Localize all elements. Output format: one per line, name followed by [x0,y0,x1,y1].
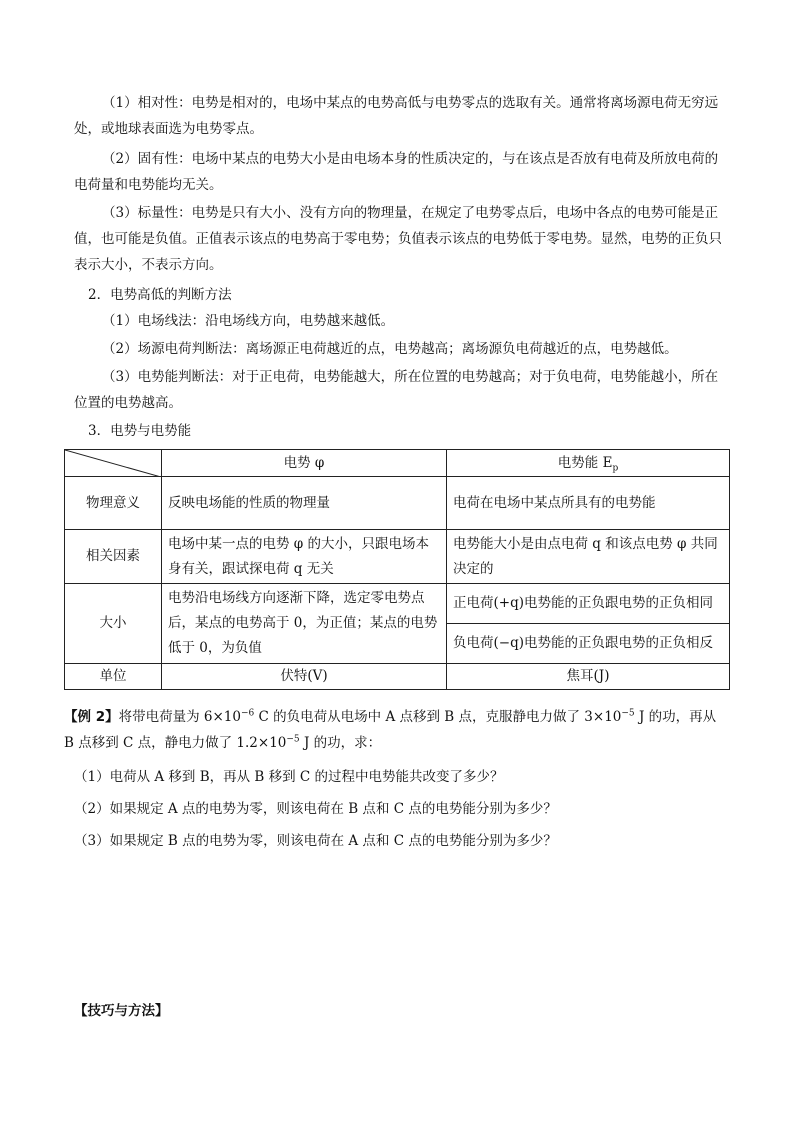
method-field-line: （1）电场线法：沿电场线方向，电势越来越低。 [102,313,395,329]
comparison-table [64,449,730,690]
row-label-magnitude: 大小 [65,584,162,664]
paragraph-relativity: （1）相对性：电势是相对的，电场中某点的电势高低与电势零点的选取有关。通常将离场源电荷无穷远处，或地球表面选为电势零点。 [74,95,719,137]
paragraph-scalar: （3）标量性：电势是只有大小、没有方向的物理量，在规定了电势零点后，电场中各点的电势可能是正值，也可能是负值。正值表示该点的电势高于零电势；负值表示该点的电势低于零电势。显然，电势的正负只表示大小，不表示方向。 [74,205,722,273]
cell-unit-potential: 伏特(V) [162,664,447,690]
heading-potential-vs-energy: 3．电势与电势能 [88,423,192,439]
heading-judgement-methods: 2．电势高低的判断方法 [88,287,232,303]
cell-unit-energy: 焦耳(J) [447,664,730,690]
example-question-2: （2）如果规定 A 点的电势为零，则该电荷在 B 点和 C 点的电势能分别为多少？ [74,801,557,817]
header-potential: 电势 φ [162,450,447,477]
example-2-statement: 【例 2】将带电荷量为 $6\times 10^{-6}$ C 的负电荷从电场中 A 点移到 B 点，克服静电力做了 $3\times 10^{-5}$ J 的功，再从 B 点移到 C 点，静电力做了 $1.2\times 10^{-5}$ J 的功，求： [64,708,717,751]
row-label-unit: 单位 [65,664,162,690]
cell-magnitude-negative: 负电荷(−q)电势能的正负跟电势的正负相反 [447,624,730,664]
example-question-1: （1）电荷从 A 移到 B，再从 B 移到 C 的过程中电势能共改变了多少？ [74,769,504,785]
cell-magnitude-positive: 正电荷(+q)电势能的正负跟电势的正负相同 [447,584,730,624]
table-corner-cell [65,450,162,477]
cell-factors-energy: 电势能大小是由点电荷 q 和该点电势 φ 共同决定的 [447,530,730,584]
cell-meaning-potential: 反映电场能的性质的物理量 [162,477,447,530]
row-label-factors: 相关因素 [65,530,162,584]
method-potential-energy: （3）电势能判断法：对于正电荷，电势能越大，所在位置的电势越高；对于负电荷，电势能越小，所在位置的电势越高。 [74,369,719,411]
paragraph-intrinsic: （2）固有性：电场中某点的电势大小是由电场本身的性质决定的，与在该点是否放有电荷及所放电荷的电荷量和电势能均无关。 [74,151,719,193]
example-question-3: （3）如果规定 B 点的电势为零，则该电荷在 A 点和 C 点的电势能分别为多少？ [74,833,557,849]
row-label-meaning: 物理意义 [65,477,162,530]
cell-factors-potential: 电场中某一点的电势 φ 的大小，只跟电场本身有关，跟试探电荷 q 无关 [162,530,447,584]
example-tag: 【例 2】 [64,709,119,725]
diagonal-line [65,450,161,477]
method-source-charge: （2）场源电荷判断法：离场源正电荷越近的点，电势越高；离场源负电荷越近的点，电势越低。 [102,341,678,357]
header-potential-energy: 电势能 $E_p$ [447,450,730,477]
cell-magnitude-potential: 电势沿电场线方向逐渐下降，选定零电势点后，某点的电势高于 0，为正值；某点的电势低于 0，为负值 [162,584,447,664]
section-tips-methods: 【技巧与方法】 [74,1003,169,1019]
cell-meaning-energy: 电荷在电场中某点所具有的电势能 [447,477,730,530]
